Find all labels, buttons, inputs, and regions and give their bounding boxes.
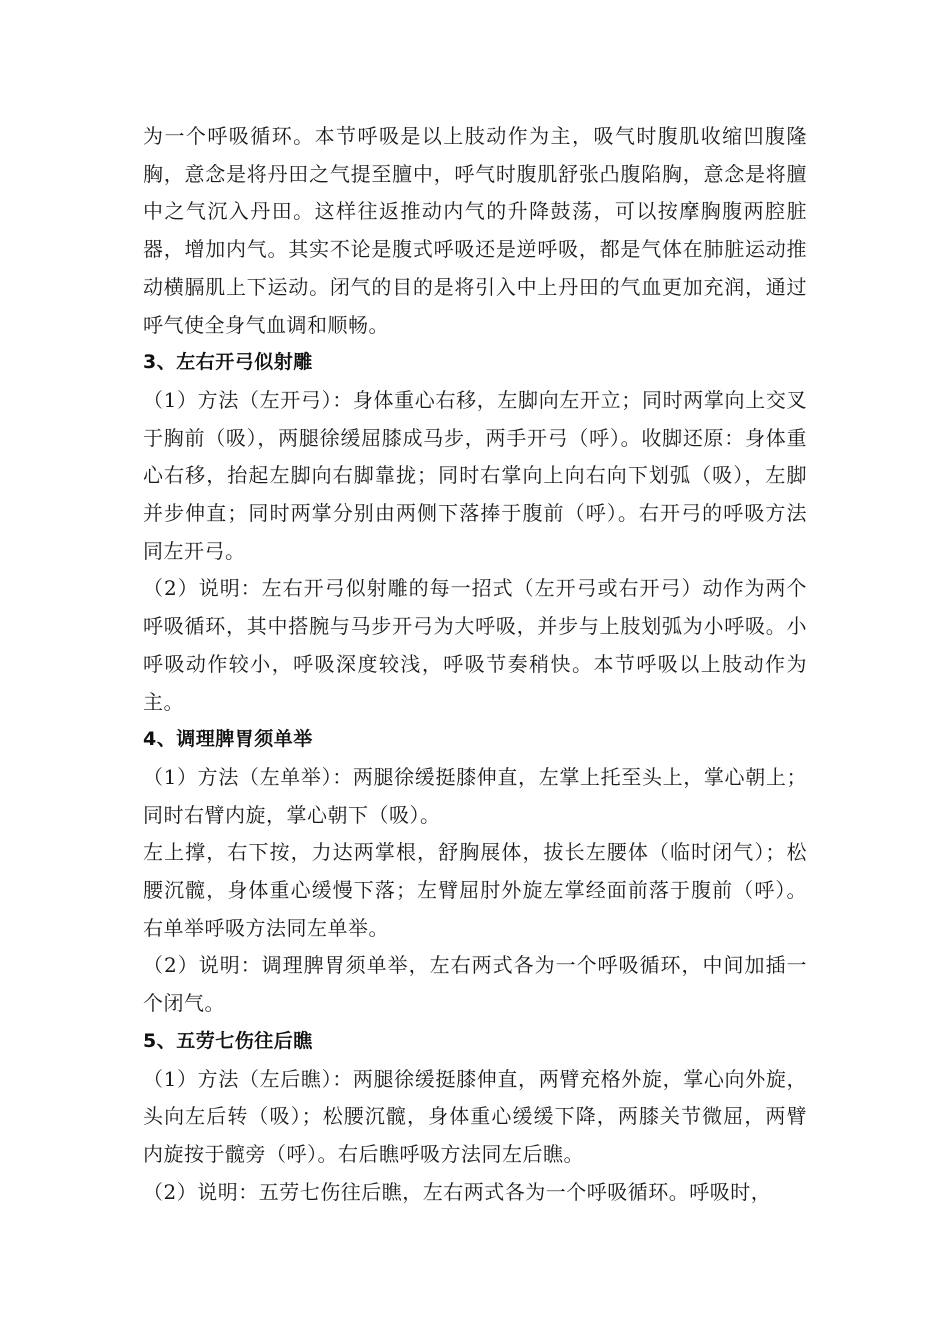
section-heading-5: 5、五劳七伤往后瞧 — [143, 1029, 313, 1052]
section-heading-3: 3、左右开弓似射雕 — [143, 351, 313, 374]
paragraph-method-4-continued: 左上撑，右下按，力达两掌根，舒胸展体，拔长左腰体（临时闭气）；松腰沉髋，身体重心缓慢下落；左臂屈肘外旋左掌经面前落于腹前（呼）。右单举呼吸方法同左单举。 — [143, 840, 807, 940]
paragraph-method-3: （1）方法（左开弓）：身体重心右移，左脚向左开立；同时两掌向上交叉于胸前（吸），两腿徐缓屈膝成马步，两手开弓（呼）。收脚还原：身体重心右移，抬起左脚向右脚靠拢；同时右掌向上向右向下划弧（吸），左脚并步伸直；同时两掌分别由两侧下落捧于腹前（呼）。右开弓的呼吸方法同左开弓。 — [143, 387, 807, 563]
paragraph-explanation-3: （2）说明：左右开弓似射雕的每一招式（左开弓或右开弓）动作为两个呼吸循环，其中搭腕与马步开弓为大呼吸，并步与上肢划弧为小呼吸。小呼吸动作较小，呼吸深度较浅，呼吸节奏稍快。本节呼吸以上肢动作为主。 — [143, 576, 807, 714]
document-page — [143, 118, 807, 1211]
section-heading-4: 4、调理脾胃须单举 — [143, 728, 313, 751]
paragraph-explanation-4: （2）说明：调理脾胃须单举，左右两式各为一个呼吸循环，中间加插一个闭气。 — [143, 953, 807, 1016]
paragraph-breathing-cycle: 为一个呼吸循环。本节呼吸是以上肢动作为主，吸气时腹肌收缩凹腹隆胸，意念是将丹田之气提至膻中，呼气时腹肌舒张凸腹陷胸，意念是将膻中之气沉入丹田。这样往返推动内气的升降鼓荡，可以按摩胸腹两腔脏器，增加内气。其实不论是腹式呼吸还是逆呼吸，都是气体在肺脏运动推动横膈肌上下运动。闭气的目的是将引入中上丹田的气血更加充润，通过呼气使全身气血调和顺畅。 — [143, 124, 807, 337]
paragraph-explanation-5: （2）说明：五劳七伤往后瞧，左右两式各为一个呼吸循环。呼吸时， — [143, 1179, 772, 1204]
paragraph-method-5: （1）方法（左后瞧）：两腿徐缓挺膝伸直，两臂充格外旋，掌心向外旋，头向左后转（吸）；松腰沉髋，身体重心缓缓下降，两膝关节微屈，两臂内旋按于髋旁（呼）。右后瞧呼吸方法同左后瞧。 — [143, 1066, 807, 1166]
paragraph-method-4: （1）方法（左单举）：两腿徐缓挺膝伸直，左掌上托至头上，掌心朝上；同时右臂内旋，掌心朝下（吸）。 — [143, 764, 807, 827]
